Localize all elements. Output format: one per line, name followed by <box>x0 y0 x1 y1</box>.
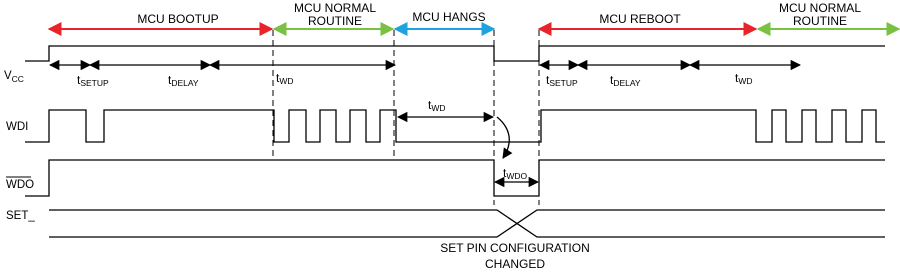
timeout-curve-arrow <box>497 117 509 158</box>
label-t-delay-1: tDELAY <box>168 73 199 88</box>
signal-label-wdi: WDI <box>6 121 29 133</box>
label-t-setup-1: tSETUP <box>77 73 109 88</box>
set-bus-top <box>49 210 885 237</box>
set-bus-bottom <box>49 210 885 237</box>
phase-bootup <box>49 12 272 29</box>
label-t-wd-1: tWD <box>276 71 294 86</box>
label-t-wd-hang: tWD <box>428 98 446 113</box>
signal-label-set: SET_ <box>6 210 35 222</box>
phase-label: MCU NORMAL <box>778 1 862 15</box>
label-t-wd-2: tWD <box>735 71 753 86</box>
label-t-setup-2: tSETUP <box>546 73 578 88</box>
phase-label: MCU REBOOT <box>599 12 681 26</box>
phase-label: MCU BOOTUP <box>137 12 219 26</box>
wdi-waveform <box>25 110 885 142</box>
vcc-waveform <box>25 46 885 61</box>
signal-label-vcc: $V_{CC}$ <box>4 70 24 84</box>
label-t-wdo: tWDO <box>503 166 528 181</box>
phase-label-line2: ROUTINE <box>793 14 847 28</box>
phase-hangs <box>395 10 494 29</box>
phase-normal-routine-1 <box>274 1 393 29</box>
signal-label-wdo: WDO <box>6 179 35 191</box>
annotation-line1: SET PIN CONFIGURATION <box>440 241 590 255</box>
annotation-line2: CHANGED <box>484 257 546 271</box>
phase-label-line2: ROUTINE <box>308 14 362 28</box>
wdo-waveform <box>25 160 885 196</box>
phase-reboot <box>539 12 756 29</box>
label-t-delay-2: tDELAY <box>610 73 641 88</box>
phase-normal-routine-2 <box>758 1 899 29</box>
phase-label: MCU NORMAL <box>293 1 377 15</box>
phase-label: MCU HANGS <box>412 10 486 24</box>
